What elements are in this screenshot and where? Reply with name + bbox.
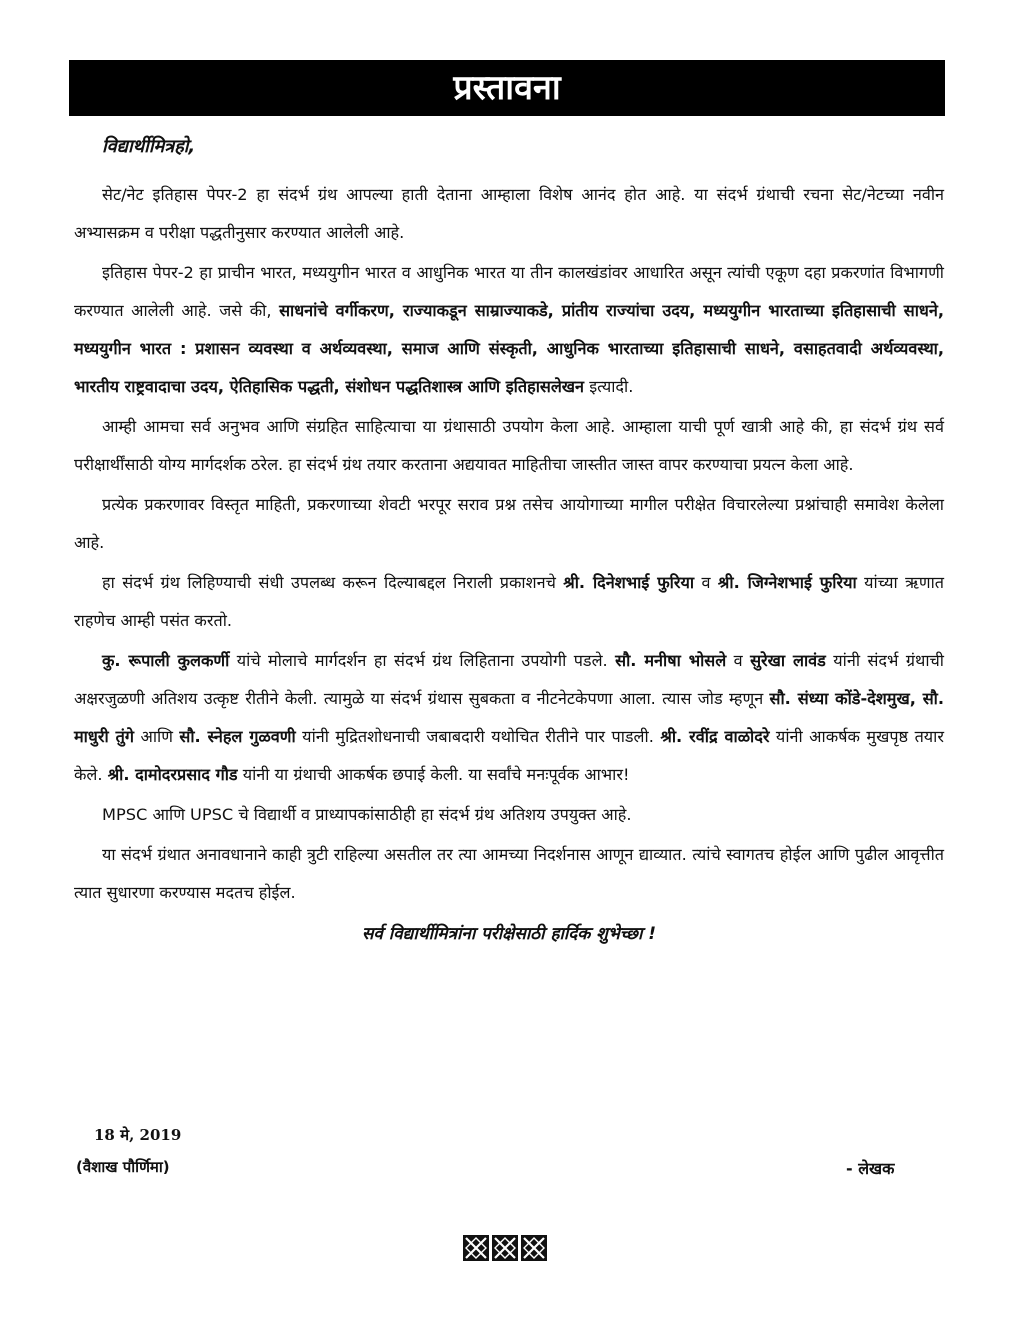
paragraph-errata: या संदर्भ ग्रंथात अनावधानाने काही त्रुटी राहिल्या असतील तर त्या आमच्या निदर्शनास आणून द्याव्यात. त्यांचे स्वागतच होईल आणि पुढील आवृत्तीत त्यात सुधारणा करण्यास मदतच होईल. [74, 845, 944, 902]
ack-text: व [726, 651, 751, 670]
page-title: प्रस्तावना [453, 68, 561, 108]
ack-name: श्री. दामोदरप्रसाद गौड [107, 765, 238, 784]
author-signature: - लेखक [846, 1159, 895, 1178]
ack-name: श्री. रवींद्र वाळोदरे [660, 727, 770, 746]
preface-body [74, 130, 944, 954]
chapter-topics: साधनांचे वर्गीकरण, राज्याकडून साम्राज्याकडे, प्रांतीय राज्यांचा उदय, मध्ययुगीन भारताच्या इतिहासाची साधने, मध्ययुगीन भारत : प्रशासन व्यवस्था व अर्थव्यवस्था, समाज आणि संस्कृती, आधुनिक भारताच्या इतिहासाची साधने, वसाहतवादी अर्थव्यवस्था, भारतीय राष्ट्रवादाचा उदय, ऐतिहासिक पद्धती, संशोधन पद्धतिशास्त्र आणि इतिहासलेखन [74, 301, 944, 396]
page-title-banner [69, 60, 945, 116]
ack-name: सौ. संध्या कोंडे-देशमुख, सौ. माधुरी तुंगे [74, 689, 944, 746]
paragraph-content: प्रत्येक प्रकरणावर विस्तृत माहिती, प्रकरणाच्या शेवटी भरपूर सराव प्रश्न तसेच आयोगाच्या मागील परीक्षेत विचारलेल्या प्रश्नांचाही समावेश केलेला आहे. [74, 495, 944, 552]
publisher-name-1: श्री. दिनेशभाई फुरिया [563, 573, 695, 592]
decorative-x-diamond-icon [463, 1235, 489, 1261]
thanks-text: हा संदर्भ ग्रंथ लिहिण्याची संधी उपलब्ध करून दिल्याबद्दल निराली प्रकाशनचे [102, 573, 564, 592]
thanks-text: यांच्या ऋणात राहणेच आम्ही पसंत करतो. [74, 573, 945, 630]
thanks-text: व [694, 573, 718, 592]
ornament-row [463, 1235, 547, 1261]
decorative-x-diamond-icon [521, 1235, 547, 1261]
paragraph-chapters [74, 254, 944, 406]
date: 18 मे, 2019 [94, 1126, 182, 1144]
publisher-name-2: श्री. जिग्नेशभाई फुरिया [717, 573, 857, 592]
paragraph-experience: आम्ही आमचा सर्व अनुभव आणि संग्रहित साहित्याचा या ग्रंथासाठी उपयोग केला आहे. आम्हाला याची पूर्ण खात्री आहे की, हा संदर्भ ग्रंथ सर्व परीक्षार्थींसाठी योग्य मार्गदर्शक ठरेल. हा संदर्भ ग्रंथ तयार करताना अद्ययावत माहितीचा जास्तीत जास्त वापर करण्याचा प्रयत्न केला आहे. [74, 417, 944, 474]
ack-text: यांनी या ग्रंथाची आकर्षक छपाई केली. या सर्वांचे मनःपूर्वक आभार! [237, 765, 630, 784]
chapters-end: इत्यादी. [584, 377, 634, 396]
decorative-x-diamond-icon [492, 1235, 518, 1261]
ack-text: आणि [133, 727, 180, 746]
ack-name: कु. रूपाली कुलकर्णी [102, 651, 230, 670]
ack-name: सौ. स्नेहल गुळवणी [179, 727, 296, 746]
ack-name: सौ. मनीषा भोसले [615, 651, 727, 670]
salutation: विद्यार्थीमित्रहो, [102, 136, 196, 157]
ack-text: यांचे मोलाचे मार्गदर्शन हा संदर्भ ग्रंथ लिहिताना उपयोगी पडले. [229, 651, 616, 670]
chapters-intro: इतिहास पेपर-2 हा प्राचीन भारत, मध्ययुगीन भारत व आधुनिक भारत या तीन कालखंडांवर आधारित असून त्यांची एकूण दहा प्रकरणांत विभागणी करण्यात आलेली आहे. जसे की, [74, 263, 944, 320]
closing-wishes: सर्व विद्यार्थीमित्रांना परीक्षेसाठी हार्दिक शुभेच्छा ! [361, 924, 657, 944]
tithi-note: (वैशाख पौर्णिमा) [76, 1158, 170, 1176]
ack-text: यांनी मुद्रितशोधनाची जबाबदारी यथोचित रीतीने पार पाडली. [295, 727, 661, 746]
paragraph-audience: MPSC आणि UPSC चे विद्यार्थी व प्राध्यापकांसाठीही हा संदर्भ ग्रंथ अतिशय उपयुक्त आहे. [102, 805, 632, 824]
ack-text: यांनी संदर्भ ग्रंथाची अक्षरजुळणी अतिशय उत्कृष्ट रीतीने केली. त्यामुळे या संदर्भ ग्रंथास सुबकता व नीटनेटकेपणा आला. त्यास जोड म्हणून [74, 651, 944, 708]
ack-name: सुरेखा लावंड [750, 651, 826, 670]
paragraph-intro: सेट/नेट इतिहास पेपर-2 हा संदर्भ ग्रंथ आपल्या हाती देताना आम्हाला विशेष आनंद होत आहे. या संदर्भ ग्रंथाची रचना सेट/नेटच्या नवीन अभ्यासक्रम व परीक्षा पद्धतीनुसार करण्यात आलेली आहे. [74, 185, 944, 242]
ack-text: यांनी आकर्षक मुखपृष्ठ तयार केले. [74, 727, 944, 784]
paragraph-publisher-thanks [74, 564, 944, 640]
paragraph-acknowledgements [74, 642, 944, 794]
